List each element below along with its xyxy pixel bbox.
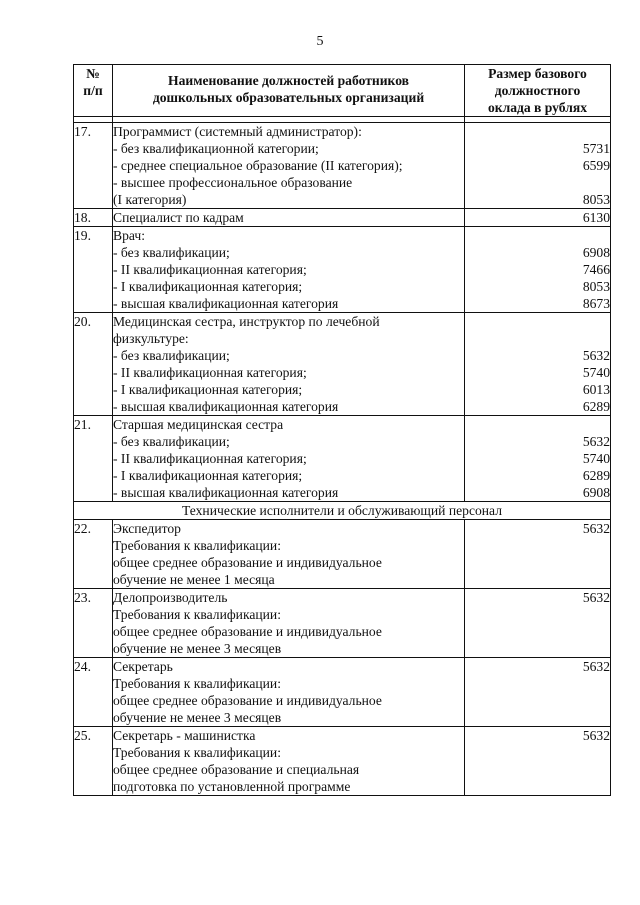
header-salary <box>465 65 611 117</box>
position-line: общее среднее образование и индивидуальное <box>113 624 382 639</box>
salary-value: 5632 <box>582 434 610 449</box>
position-title: Делопроизводитель <box>113 590 228 605</box>
salary-cell <box>465 727 611 796</box>
header-position-name <box>113 65 465 117</box>
position-line: Требования к квалификации: <box>113 676 281 691</box>
page-number: 5 <box>316 34 324 49</box>
salary-value: 6908 <box>582 245 610 260</box>
salary-value: 5731 <box>582 141 610 156</box>
position-line: Требования к квалификации: <box>113 745 281 760</box>
position-line: - II квалификационная категория; <box>113 262 307 277</box>
position-cell <box>113 520 465 589</box>
position-title: Врач: <box>113 228 145 243</box>
salary-cell <box>465 123 611 209</box>
salary-value: 5632 <box>582 728 610 743</box>
position-line: - II квалификационная категория; <box>113 451 307 466</box>
header-number <box>74 65 113 117</box>
salary-value: 6599 <box>582 158 610 173</box>
position-title: Секретарь <box>113 659 173 674</box>
position-line: (I категория) <box>113 192 187 207</box>
row-number: 18. <box>74 209 113 227</box>
row-number: 23. <box>74 589 113 658</box>
position-line: общее среднее образование и индивидуальное <box>113 555 382 570</box>
position-cell <box>113 416 465 502</box>
salary-value: 7466 <box>582 262 610 277</box>
position-line: - высшее профессиональное образование <box>113 175 353 190</box>
position-line: - II квалификационная категория; <box>113 365 307 380</box>
table-row <box>74 313 611 416</box>
row-number: 20. <box>74 313 113 416</box>
position-line: - I квалификационная категория; <box>113 468 303 483</box>
row-number: 25. <box>74 727 113 796</box>
table-row <box>74 520 611 589</box>
salary-value: 6013 <box>582 382 610 397</box>
header-number-line: № <box>86 66 100 81</box>
position-cell <box>113 727 465 796</box>
position-cell <box>113 209 465 227</box>
position-line: - без квалификации; <box>113 348 230 363</box>
row-number: 22. <box>74 520 113 589</box>
header-name-line: Наименование должностей работников <box>168 73 409 88</box>
salary-cell <box>465 313 611 416</box>
position-title: Секретарь - машинистка <box>113 728 256 743</box>
salary-value: 5632 <box>582 659 610 674</box>
position-title: Медицинская сестра, инструктор по лечебной <box>113 314 380 329</box>
salary-cell <box>465 209 611 227</box>
position-cell <box>113 658 465 727</box>
position-cell <box>113 589 465 658</box>
row-number: 19. <box>74 227 113 313</box>
salary-value: 5740 <box>582 365 610 380</box>
row-number: 21. <box>74 416 113 502</box>
section-row <box>74 502 611 520</box>
position-line: - без квалификационной категории; <box>113 141 319 156</box>
position-cell <box>113 227 465 313</box>
position-line: подготовка по установленной программе <box>113 779 351 794</box>
position-line: Требования к квалификации: <box>113 607 281 622</box>
salary-cell <box>465 520 611 589</box>
salary-value: 5740 <box>582 451 610 466</box>
salary-value: 6130 <box>582 210 610 225</box>
salary-value: 5632 <box>582 590 610 605</box>
table-row <box>74 209 611 227</box>
salary-value: 5632 <box>582 348 610 363</box>
table-header-row <box>74 65 611 117</box>
salary-cell <box>465 589 611 658</box>
header-salary-line: должностного <box>494 83 581 98</box>
table-row <box>74 416 611 502</box>
table-row <box>74 727 611 796</box>
position-line: обучение не менее 3 месяцев <box>113 641 282 656</box>
position-line: - без квалификации; <box>113 434 230 449</box>
position-line: обучение не менее 1 месяца <box>113 572 275 587</box>
salary-value: 6289 <box>582 468 610 483</box>
position-cell <box>113 313 465 416</box>
salary-value: 6908 <box>582 485 610 500</box>
salary-cell <box>465 416 611 502</box>
position-line: Требования к квалификации: <box>113 538 281 553</box>
position-title: Специалист по кадрам <box>113 210 244 225</box>
position-line: - среднее специальное образование (II категория); <box>113 158 403 173</box>
salary-value: 8673 <box>582 296 610 311</box>
salary-value: 6289 <box>582 399 610 414</box>
position-line: - I квалификационная категория; <box>113 382 303 397</box>
position-title: физкультуре: <box>113 331 189 346</box>
header-salary-line: оклада в рублях <box>487 100 588 115</box>
position-title: Программист (системный администратор): <box>113 124 362 139</box>
salary-cell <box>465 658 611 727</box>
header-name-line: дошкольных образовательных организаций <box>152 90 425 105</box>
position-line: общее среднее образование и специальная <box>113 762 360 777</box>
position-line: общее среднее образование и индивидуальное <box>113 693 382 708</box>
table-row <box>74 658 611 727</box>
salary-value: 8053 <box>582 192 610 207</box>
position-line: обучение не менее 3 месяцев <box>113 710 282 725</box>
position-line: - высшая квалификационная категория <box>113 399 339 414</box>
position-line: - высшая квалификационная категория <box>113 296 339 311</box>
table-row <box>74 123 611 209</box>
position-title: Старшая медицинская сестра <box>113 417 284 432</box>
row-number: 17. <box>74 123 113 209</box>
table-row <box>74 227 611 313</box>
header-number-line: п/п <box>83 83 103 98</box>
salary-table <box>73 64 611 796</box>
section-heading: Технические исполнители и обслуживающий персонал <box>74 502 611 520</box>
salary-cell <box>465 227 611 313</box>
position-line: - без квалификации; <box>113 245 230 260</box>
header-salary-line: Размер базового <box>488 66 587 81</box>
position-title: Экспедитор <box>113 521 181 536</box>
position-line: - I квалификационная категория; <box>113 279 303 294</box>
row-number: 24. <box>74 658 113 727</box>
salary-value: 5632 <box>582 521 610 536</box>
salary-value: 8053 <box>582 279 610 294</box>
position-cell <box>113 123 465 209</box>
position-line: - высшая квалификационная категория <box>113 485 339 500</box>
table-row <box>74 589 611 658</box>
